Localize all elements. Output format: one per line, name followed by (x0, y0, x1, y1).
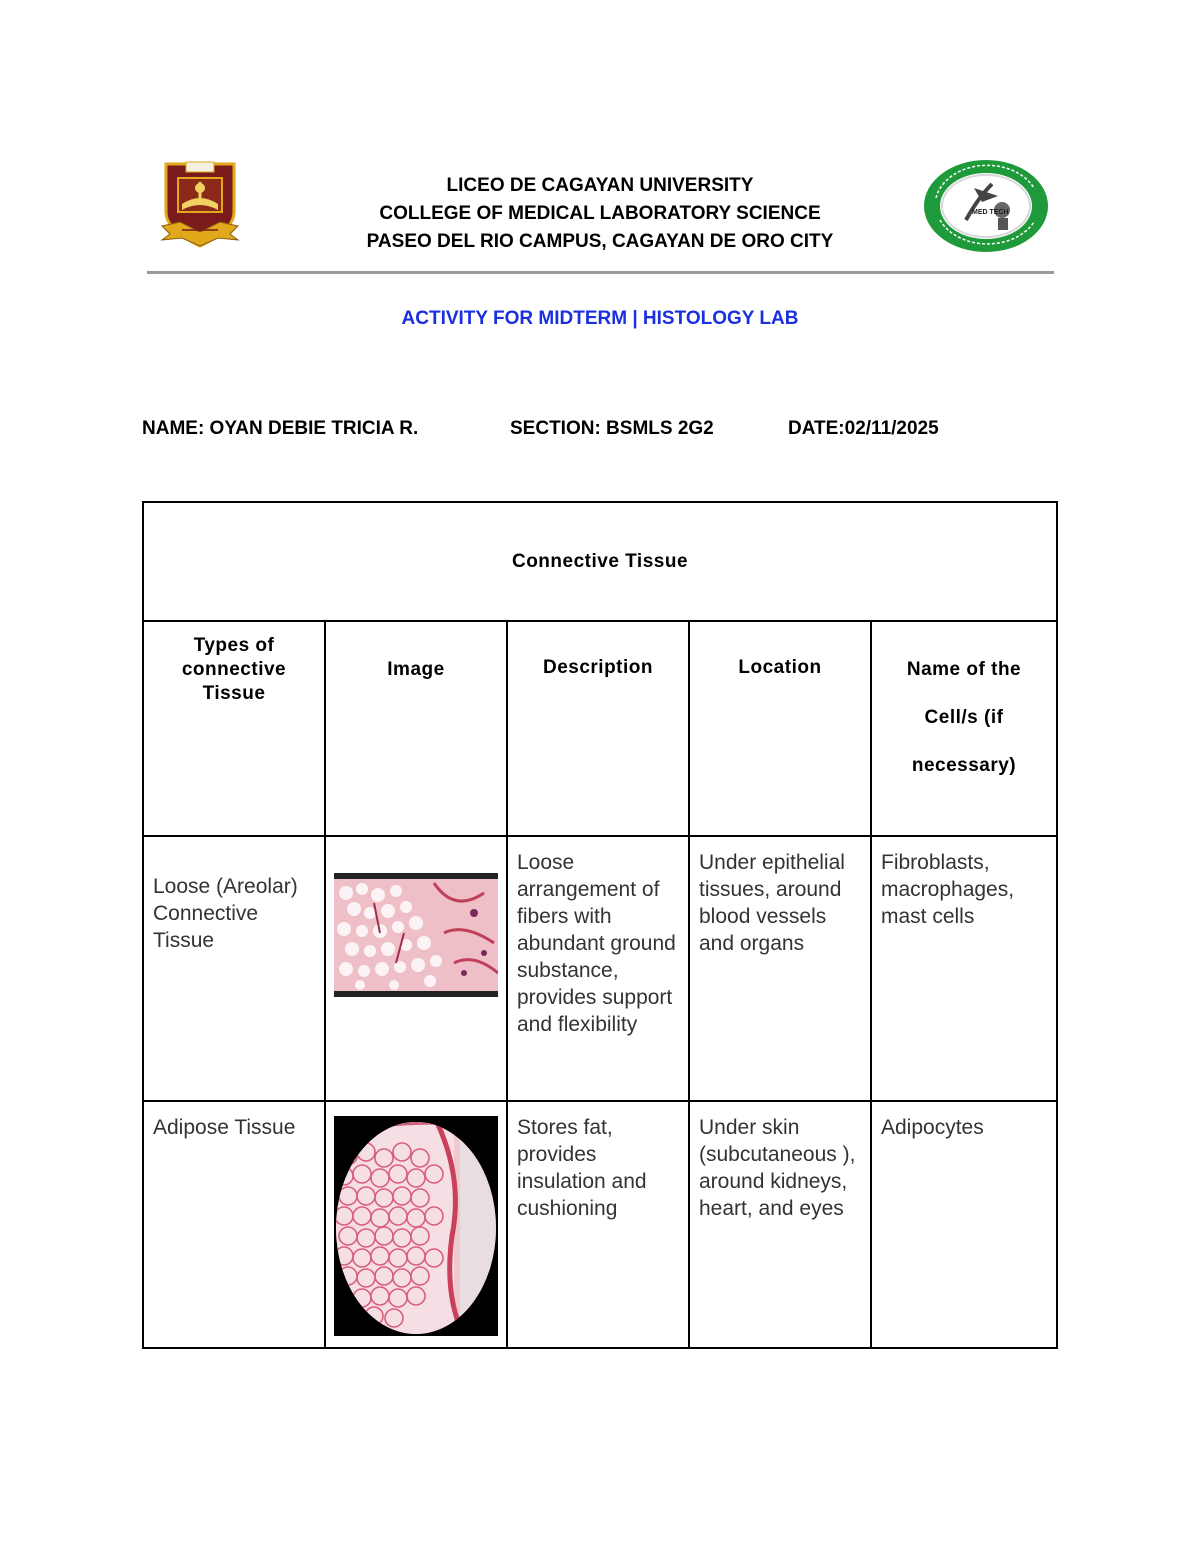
header-location-label: Location (738, 657, 822, 678)
header-type (143, 621, 325, 836)
header-image (325, 621, 507, 836)
table-caption: Connective Tissue (143, 502, 1057, 621)
tissue-type-text: Adipose Tissue (153, 1116, 296, 1139)
header-cells-line: necessary) (911, 755, 1017, 776)
header-cells (871, 621, 1057, 836)
header-cells-line: Cell/s (if (924, 707, 1004, 728)
cell-type (143, 836, 325, 1101)
description-text: Loose arrangement of fibers with abundant ground substance, provides support and flexibility (517, 851, 676, 1036)
campus-name: PASEO DEL RIO CAMPUS, CAGAYAN DE ORO CITY (366, 231, 834, 252)
cell-cells (871, 836, 1057, 1101)
university-logo (160, 160, 258, 252)
activity-title: ACTIVITY FOR MIDTERM | HISTOLOGY LAB (401, 308, 799, 329)
description-text: Stores fat, provides insulation and cushioning (517, 1116, 647, 1220)
seal-text: MED TECH (972, 209, 1009, 216)
table-row (143, 836, 1057, 1101)
table-row (143, 1101, 1057, 1348)
location-text: Under skin (subcutaneous ), around kidneys, heart, and eyes (699, 1116, 856, 1220)
institution-header (300, 172, 900, 256)
header-description-label: Description (542, 657, 654, 678)
cell-image (325, 836, 507, 1101)
header-type-line: connective (181, 659, 287, 680)
cell-location (689, 836, 871, 1101)
student-name: NAME: OYAN DEBIE TRICIA R. (142, 418, 419, 439)
header-image-label: Image (387, 659, 445, 680)
header-location (689, 621, 871, 836)
cell-names-text: Fibroblasts, macrophages, mast cells (881, 851, 1015, 928)
header-cells-line: Name of the (906, 659, 1022, 680)
university-name: LICEO DE CAGAYAN UNIVERSITY (446, 175, 754, 196)
adipose-micrograph (334, 1116, 498, 1336)
college-name: COLLEGE OF MEDICAL LABORATORY SCIENCE (379, 203, 821, 224)
college-seal-logo (922, 158, 1054, 254)
submission-date: DATE:02/11/2025 (788, 418, 939, 439)
header-type-line: Tissue (202, 683, 266, 704)
cell-description (507, 836, 689, 1101)
cell-names-text: Adipocytes (881, 1116, 984, 1139)
cell-type (143, 1101, 325, 1348)
cell-description (507, 1101, 689, 1348)
header-type-line: Types of (193, 635, 275, 656)
cell-cells (871, 1101, 1057, 1348)
tissue-type-text: Loose (Areolar) Connective Tissue (153, 875, 298, 952)
header-divider (147, 271, 1054, 274)
table-header-row (143, 621, 1057, 836)
loose-areolar-micrograph (334, 873, 498, 997)
student-section: SECTION: BSMLS 2G2 (510, 418, 714, 439)
cell-location (689, 1101, 871, 1348)
connective-tissue-table (142, 501, 1058, 1349)
cell-image (325, 1101, 507, 1348)
location-text: Under epithelial tissues, around blood vessels and organs (699, 851, 845, 955)
header-description (507, 621, 689, 836)
